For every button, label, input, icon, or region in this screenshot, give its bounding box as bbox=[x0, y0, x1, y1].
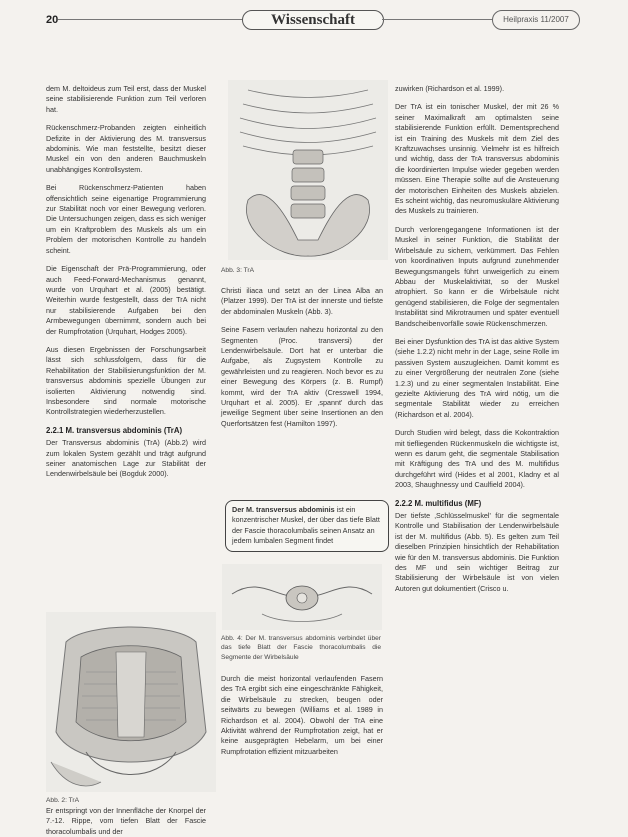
paragraph: Durch die meist horizontal verlaufenden Fasern des TrA ergibt sich eine eingeschränkte Fähigkeit, die Wirbelsäule zu strecken, beugen oder seitwärts zu bewegen (Williams et al. 1989 in Richardson et al. 2004). Obwohl der TrA eine Aktivität während der Rumpfrotation zeigt, hat er keine ausgeprägten Hebelarm, um bei einer Rumpfrotation effizient mitzuarbeiten bbox=[221, 674, 383, 756]
paragraph: Durch Studien wird belegt, dass die Kokontraktion mit tiefliegenden Rückenmuskeln die wichtigste ist, wenn es darum geht, die segmentale Stabilisation mit Kräftigung des TrA und des M. multifidus durchgeführt wird (Hides et al 2001, Kladny et al 2003, Shaughnessy und Caulfield 2004). bbox=[395, 428, 559, 490]
paragraph: Er entspringt von der Innenfläche der Knorpel der 7.-12. Rippe, vom tiefen Blatt der Fascie thoracolumbalis und der bbox=[46, 806, 206, 836]
callout-bold: Der M. transversus abdominis bbox=[232, 505, 335, 514]
issue-label: Heilpraxis 11/2007 bbox=[492, 10, 580, 30]
highlight-box bbox=[225, 500, 389, 552]
section-heading: 2.2.1 M. transversus abdominis (TrA) bbox=[46, 425, 183, 435]
paragraph: dem M. deltoideus zum Teil erst, dass der Muskel seine stabilisierende Funktion zum Teil verloren hat. bbox=[46, 84, 206, 114]
paragraph: Bei einer Dysfunktion des TrA ist das aktive System (siehe 1.2.2) nicht mehr in der Lage, seine Rolle im passiven System auszugleichen. Damit kommt es zu einer Vergrößerung der neutralen Zone (siehe 1.2.3) und zu einer segmentalen Instabilität. Eine gezielte Aktivierung des TrA wird nötig, um die segmentale Stabilität wieder zu erreichen (Richardson et al. 2004). bbox=[395, 336, 559, 419]
paragraph: Der tiefste ‚Schlüsselmuskel' für die segmentale Kontrolle und Stabilisation der Lendenwirbelsäule ist der M. multifidus (Abb. 5). Es gelten zum Teil dieselben Prinzipien hinsichtlich der Rehabilitation wie für den M. transversus abdominis. Die Funktion des MF und sein wichtiger Beitrag zur Stabilisierung der Wirbelsäule ist von vielen Autoren gut dokumentiert (Crisco u. bbox=[395, 511, 559, 593]
column-1-end bbox=[46, 806, 206, 837]
header-rule-right bbox=[382, 19, 492, 20]
figure-caption: Abb. 2: TrA bbox=[46, 797, 79, 804]
header-rule-left bbox=[58, 19, 242, 20]
spine-figure bbox=[228, 80, 388, 260]
paragraph: Seine Fasern verlaufen nahezu horizontal zu den Segmenten (Proc. transversi) der Lendenwirbelsäule. Dort hat er unterbar die Aufgabe, als Zugsystem Kontrolle zu gewährleisten und zu reagieren. Noch bevor es zu einer Bewegung des Körpers (z. B. Rumpf) kommt, wird der TrA aktiv (Cresswell 1994, Urquhart et al. 2005). Er ‚spannt' durch das jeweilige Segment über seine Insertionen an den Querfortsätzen fest (Hamilton 1997). bbox=[221, 325, 383, 428]
paragraph: Der TrA ist ein tonischer Muskel, der mit 26 % seiner Maximalkraft am optimalsten seine stabilisierende Funktion erfüllt. Dementsprechend ist ein Training des Muskels mit dem Ziel des Kraftzuwachses unsinnig. Vielmehr ist es hilfreich und wichtig, dass der TrA transversus abdominis die koordinierten Impulse wieder gegeben werden müssen. Eine Therapie sollte auf die Ansteuerung der motorischen Einheiten des Muskels abzielen. Es scheint wichtig, das neuromuskuläre Aktivierung des Muskels zu trainieren. bbox=[395, 102, 559, 216]
callout-text: ist ein konzentrischer Muskel, der über das tiefe Blatt der Fascie thoracolumbalis seinen Ansatz an jedem lumbalen Segment findet bbox=[232, 505, 380, 546]
column-3 bbox=[395, 84, 559, 602]
paragraph: zuwirken (Richardson et al. 1999). bbox=[395, 84, 505, 93]
column-2-lower bbox=[221, 674, 383, 765]
column-2 bbox=[221, 286, 383, 437]
abdominal-muscle-figure bbox=[46, 612, 216, 792]
paragraph: Der Transversus abdominis (TrA) (Abb.2) wird zum lokalen System gezählt und trägt aufgrund seiner anatomischen Lage zur Stabilität der Lendenwirbelsäule bei (Bogduk 2000). bbox=[46, 438, 206, 479]
paragraph: Aus diesen Ergebnissen der Forschungsarbeit lässt sich schlussfolgern, dass für die Rehabilitation der Stabilisierungsfunktion der M. transversus abdominis spezielle Übungen zur isolierten Aktivierung notwendig sind. Insbesondere sind normale motorische Kontrollstrategien wiederherzustellen. bbox=[46, 344, 206, 417]
section-title: Wissenschaft bbox=[242, 10, 384, 30]
paragraph: Durch verlorengegangene Informationen ist der Muskel in seiner Funktion, die Stabilität der Wirbelsäule zu sichern, verkümmert. Das Fehlen von koordinativen Inputs aufgrund zunehmender Bewegungsmangels führt unweigerlich zu einem Abbau der Muskelaktivität, so der Muskel atrophiert. So kann er die Wirbelsäule nicht genügend stabilisieren, die Folge der segmentalen Instabilität sind Mikrotraumen und später eventuell Bandscheibenvorfälle sowie Rückenschmerzen. bbox=[395, 224, 559, 328]
figure-caption: Abb. 4: Der M. transversus abdominis verbindet über das tiefe Blatt der Fascie thoracolumbalis die Segmente der Wirbelsäule bbox=[221, 635, 381, 661]
paragraph: Bei Rückenschmerz-Patienten haben offensichtlich seine eigenartige Programmierung zur Stabilität noch vor einer Bewegung verloren. Die Untersuchungen zeigen, dass es sich weniger um ein Kraftproblem des Muskels als um ein Problem der motorischen Kontrolle zu handeln scheint. bbox=[46, 183, 206, 255]
fascia-figure bbox=[222, 564, 382, 630]
page-header bbox=[0, 0, 628, 42]
page-number: 20 bbox=[46, 14, 59, 26]
paragraph: Die Eigenschaft der Prä-Programmierung, oder auch Feed-Forward-Mechanismus genannt, wurde von Urquhart et al. (2005) bestätigt. Weiterhin wurde festgestellt, dass der TrA nicht nur stabilisierende Aufgaben bei den Armbewegungen übernimmt, sondern auch bei der Rumpfrotation (Urquhart, Hodges 2005). bbox=[46, 264, 206, 336]
paragraph: Rückenschmerz-Probanden zeigten einheitlich Defizite in der Aktivierung des M. transversus abdominis. Wie man feststellte, besitzt dieser Muskel ein von den anderen Bauchmuskeln unabhängiges Kontrollsystem. bbox=[46, 123, 206, 174]
figure-caption: Abb. 3: TrA bbox=[221, 267, 254, 274]
paragraph: Christi iliaca und setzt an der Linea Alba an (Platzer 1999). Der TrA ist der innerste und tiefste der abdominalen Muskeln (Abb. 3). bbox=[221, 286, 383, 316]
section-heading: 2.2.2 M. multifidus (MF) bbox=[395, 498, 482, 508]
column-1 bbox=[46, 84, 206, 488]
